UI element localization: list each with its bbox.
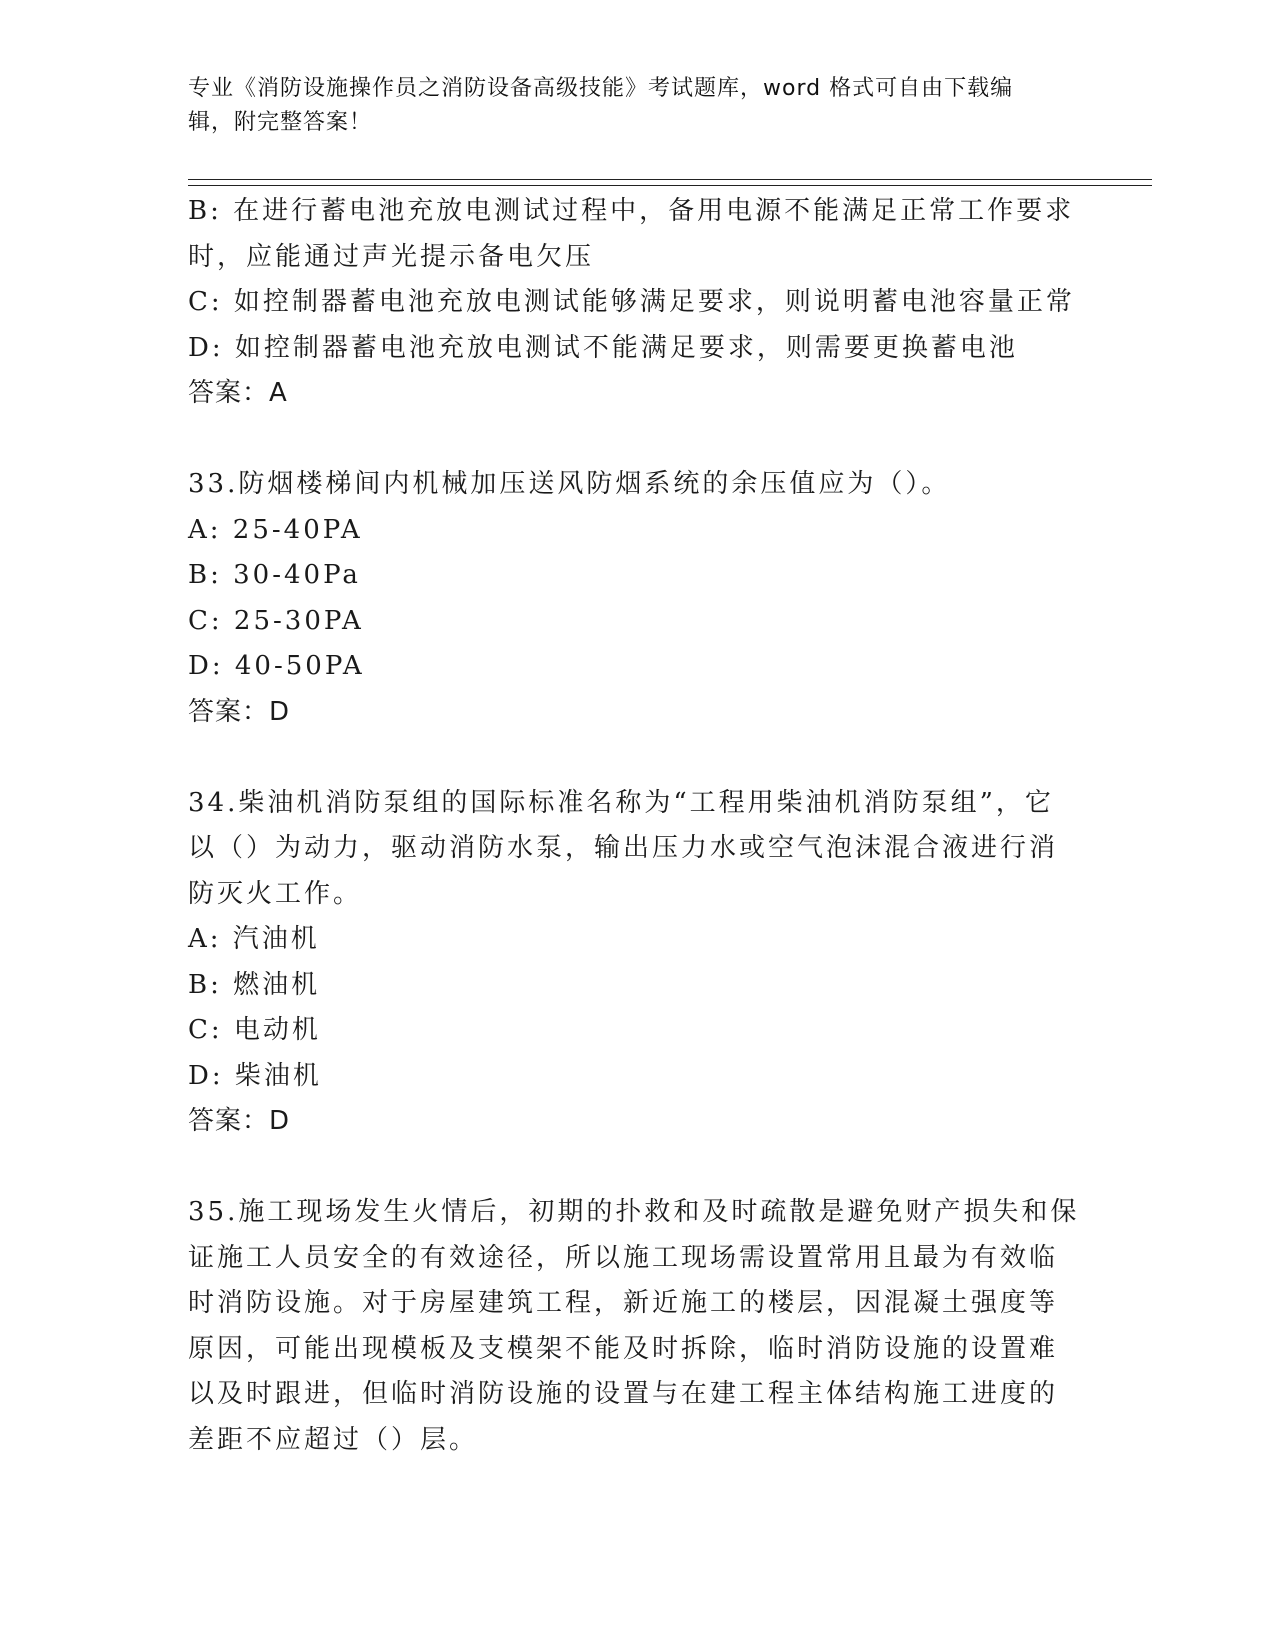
option-d: D: 柴油机 (188, 1060, 322, 1091)
question-content (188, 189, 1088, 1463)
question-stem: 差距不应超过（）层。 (188, 1424, 479, 1455)
header-divider (188, 185, 1152, 186)
question-stem: 以（）为动力，驱动消防水泵，输出压力水或空气泡沫混合液进行消 (188, 833, 1059, 863)
question-34 (188, 781, 1088, 1145)
option-d: D: 如控制器蓄电池充放电测试不能满足要求，则需要更换蓄电池 (188, 332, 1018, 363)
answer: 答案：A (188, 378, 288, 408)
question-32-tail (188, 189, 1088, 417)
answer: 答案：D (188, 696, 291, 727)
question-35 (188, 1190, 1088, 1463)
option-b: B: 30-40Pa (188, 560, 361, 590)
page-header (188, 72, 1068, 140)
option-c: C: 如控制器蓄电池充放电测试能够满足要求，则说明蓄电池容量正常 (188, 287, 1075, 317)
question-stem: 原因，可能出现模板及支模架不能及时拆除，临时消防设施的设置难 (188, 1333, 1059, 1364)
spacer (188, 735, 1088, 781)
question-stem: 防灭火工作。 (188, 878, 363, 909)
question-stem: 证施工人员安全的有效途径，所以施工现场需设置常用且最为有效临 (188, 1242, 1059, 1273)
question-stem: 33.防烟楼梯间内机械加压送风防烟系统的余压值应为（）。 (188, 469, 951, 499)
option-b: B: 燃油机 (188, 969, 321, 1000)
question-stem: 时消防设施。对于房屋建筑工程，新近施工的楼层，因混凝土强度等 (188, 1288, 1059, 1318)
option-a: A: 汽油机 (188, 924, 320, 954)
option-b: B: 在进行蓄电池充放电测试过程中，备用电源不能满足正常工作要求 (188, 196, 1075, 226)
option-b-continued: 时，应能通过声光提示备电欠压 (188, 241, 595, 272)
option-d: D: 40-50PA (188, 651, 365, 681)
header-line: 专业《消防设施操作员之消防设备高级技能》考试题库，word 格式可自由下载编 (188, 76, 1014, 101)
question-stem: 35.施工现场发生火情后，初期的扑救和及时疏散是避免财产损失和保 (188, 1197, 1080, 1227)
option-c: C: 25-30PA (188, 605, 364, 636)
header-divider (188, 179, 1152, 180)
answer: 答案：D (188, 1106, 291, 1136)
option-c: C: 电动机 (188, 1015, 321, 1045)
spacer (188, 1145, 1088, 1191)
question-33 (188, 462, 1088, 735)
header-line: 辑，附完整答案！ (188, 110, 373, 135)
option-a: A: 25-40PA (188, 514, 363, 545)
spacer (188, 417, 1088, 463)
question-stem: 以及时跟进，但临时消防设施的设置与在建工程主体结构施工进度的 (188, 1379, 1059, 1409)
question-stem: 34.柴油机消防泵组的国际标准名称为“工程用柴油机消防泵组”，它 (188, 787, 1054, 818)
